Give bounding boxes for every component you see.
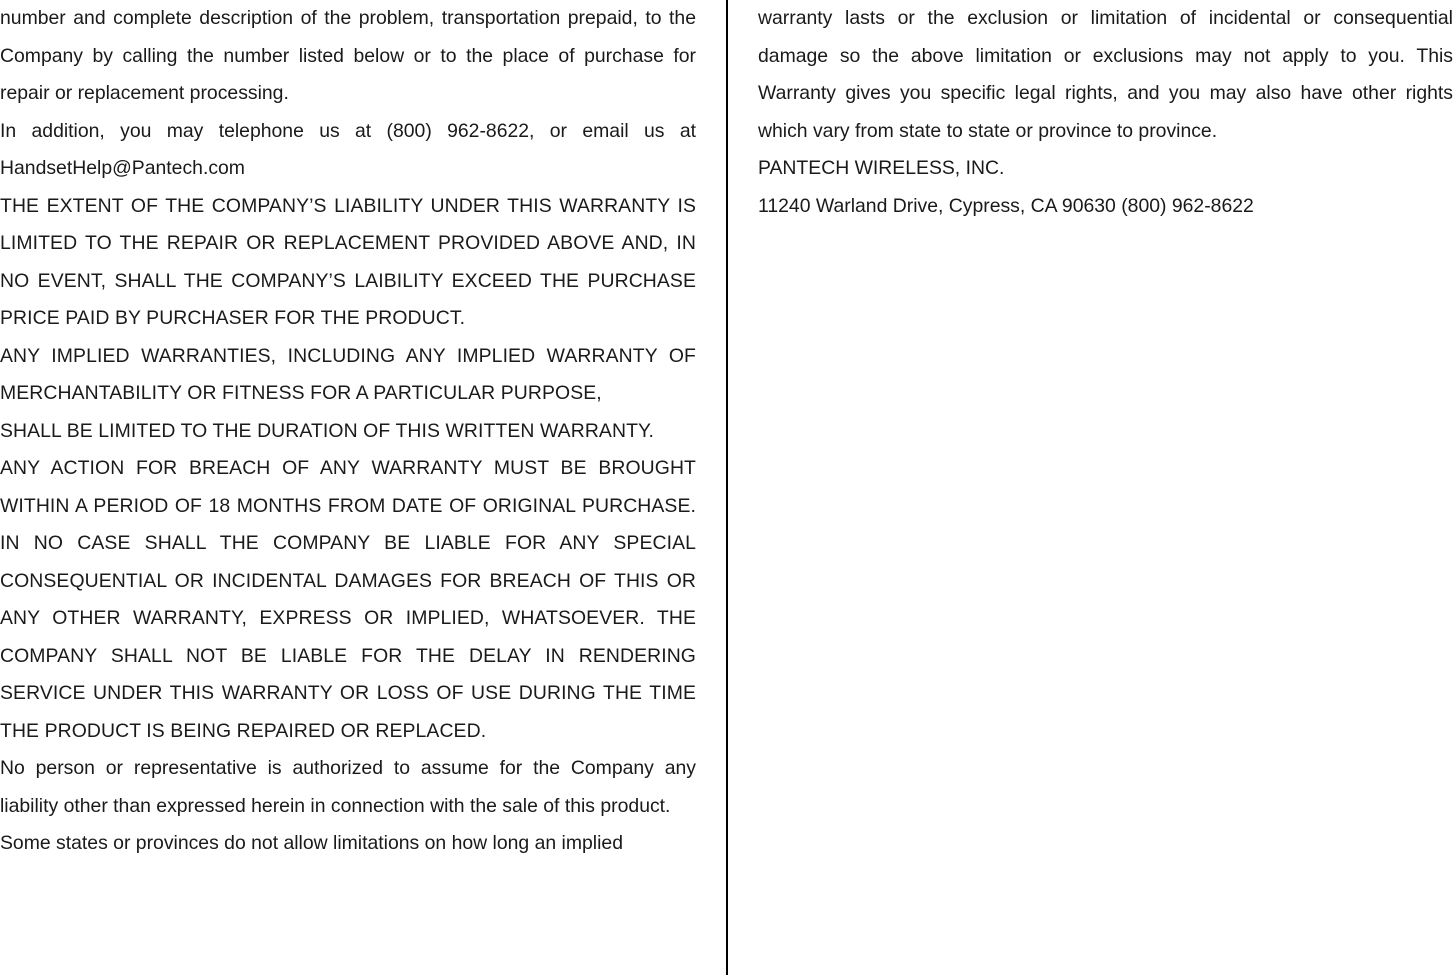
left-column — [0, 0, 696, 863]
state-limitations-paragraph-start: Some states or provinces do not allow limitations on how long an implied — [0, 832, 623, 854]
return-instructions-paragraph: number and complete description of the problem, transportation prepaid, to the Company by calling the number listed below or to the place of purchase for repair or replacement processing. — [0, 7, 696, 104]
state-limitations-paragraph-end: warranty lasts or the exclusion or limitation of incidental or consequential damage so the above limitation or exclusions may not apply to you. This Warranty gives you specific legal rights, and you may also have other rights which vary from state to state or province to province. — [758, 7, 1453, 142]
contact-paragraph: In addition, you may telephone us at (800) 962-8622, or email us at HandsetHelp@Pantech.com — [0, 119, 696, 179]
implied-warranties-paragraph-part2: SHALL BE LIMITED TO THE DURATION OF THIS WRITTEN WARRANTY. — [0, 419, 655, 442]
breach-action-paragraph: ANY ACTION FOR BREACH OF ANY WARRANTY MUST BE BROUGHT WITHIN A PERIOD OF 18 MONTHS FROM DATE OF ORIGINAL PURCHASE. IN NO CASE SHALL THE COMPANY BE LIABLE FOR ANY SPECIAL CONSEQUENTIAL OR INCIDENTAL DAMAGES FOR BREACH OF THIS OR ANY OTHER WARRANTY, EXPRESS OR IMPLIED, WHATSOEVER. THE COMPANY SHALL NOT BE LIABLE FOR THE DELAY IN RENDERING SERVICE UNDER THIS WARRANTY OR LOSS OF USE DURING THE TIME THE PRODUCT IS BEING REPAIRED OR REPLACED. — [0, 457, 696, 742]
column-divider — [726, 0, 728, 975]
company-address: 11240 Warland Drive, Cypress, CA 90630 (800) 962-8622 — [758, 194, 1254, 217]
right-column — [758, 0, 1453, 225]
implied-warranties-paragraph-part1: ANY IMPLIED WARRANTIES, INCLUDING ANY IMPLIED WARRANTY OF MERCHANTABILITY OR FITNESS FOR A PARTICULAR PURPOSE, — [0, 344, 696, 404]
liability-limit-paragraph: THE EXTENT OF THE COMPANY’S LIABILITY UNDER THIS WARRANTY IS LIMITED TO THE REPAIR OR REPLACEMENT PROVIDED ABOVE AND, IN NO EVENT, SHALL THE COMPANY’S LAIBILITY EXCEED THE PURCHASE PRICE PAID BY PURCHASER FOR THE PRODUCT. — [0, 194, 696, 329]
no-representative-paragraph: No person or representative is authorized to assume for the Company any liability other than expressed herein in connection with the sale of this product. — [0, 757, 696, 817]
company-name: PANTECH WIRELESS, INC. — [758, 157, 1005, 179]
